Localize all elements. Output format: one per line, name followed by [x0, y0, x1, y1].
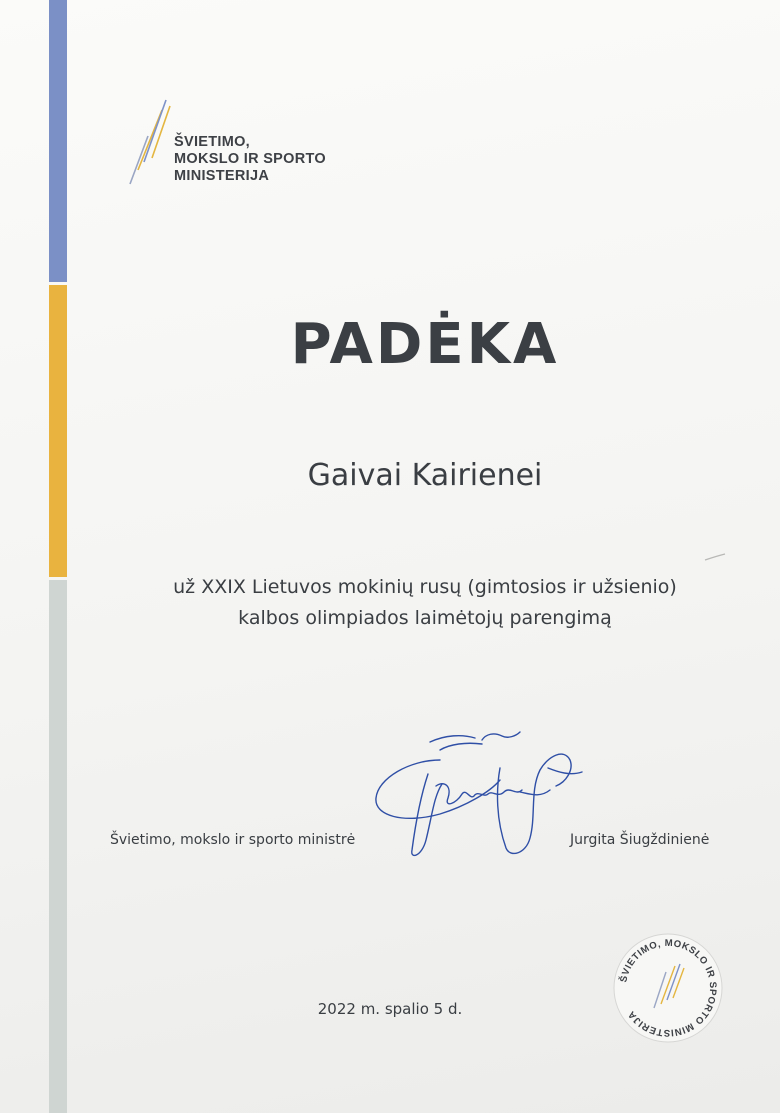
side-stripe-blue	[49, 0, 67, 282]
ink-smudge	[703, 552, 727, 562]
award-reason-line-1: už XXIX Lietuvos mokinių rusų (gimtosios ir užsienio)	[173, 576, 677, 598]
handwritten-signature	[370, 720, 600, 870]
ministry-stamp	[612, 932, 724, 1044]
logo-text	[174, 134, 326, 185]
stamp-text: ŠVIETIMO, MOKSLO IR SPORTO MINISTERIJA	[618, 937, 719, 1039]
recipient-name: Gaivai Kairienei	[307, 458, 543, 493]
signer-name: Jurgita Šiugždinienė	[570, 832, 710, 848]
diagonal-slashes-icon	[122, 96, 182, 191]
signer-title: Švietimo, mokslo ir sporto ministrė	[110, 832, 356, 848]
logo-line-1: ŠVIETIMO,	[174, 134, 251, 150]
issue-date: 2022 m. spalio 5 d.	[317, 1000, 463, 1018]
award-reason-line-2: kalbos olimpiados laimėtojų parengimą	[238, 607, 612, 629]
logo-line-3: MINISTERIJA	[174, 168, 270, 184]
ministry-logo	[122, 96, 362, 196]
award-reason	[0, 572, 780, 634]
side-stripe-grey	[49, 580, 67, 1113]
logo-line-2: MOKSLO IR SPORTO	[174, 151, 326, 167]
document-title: PADĖKA	[290, 312, 560, 377]
